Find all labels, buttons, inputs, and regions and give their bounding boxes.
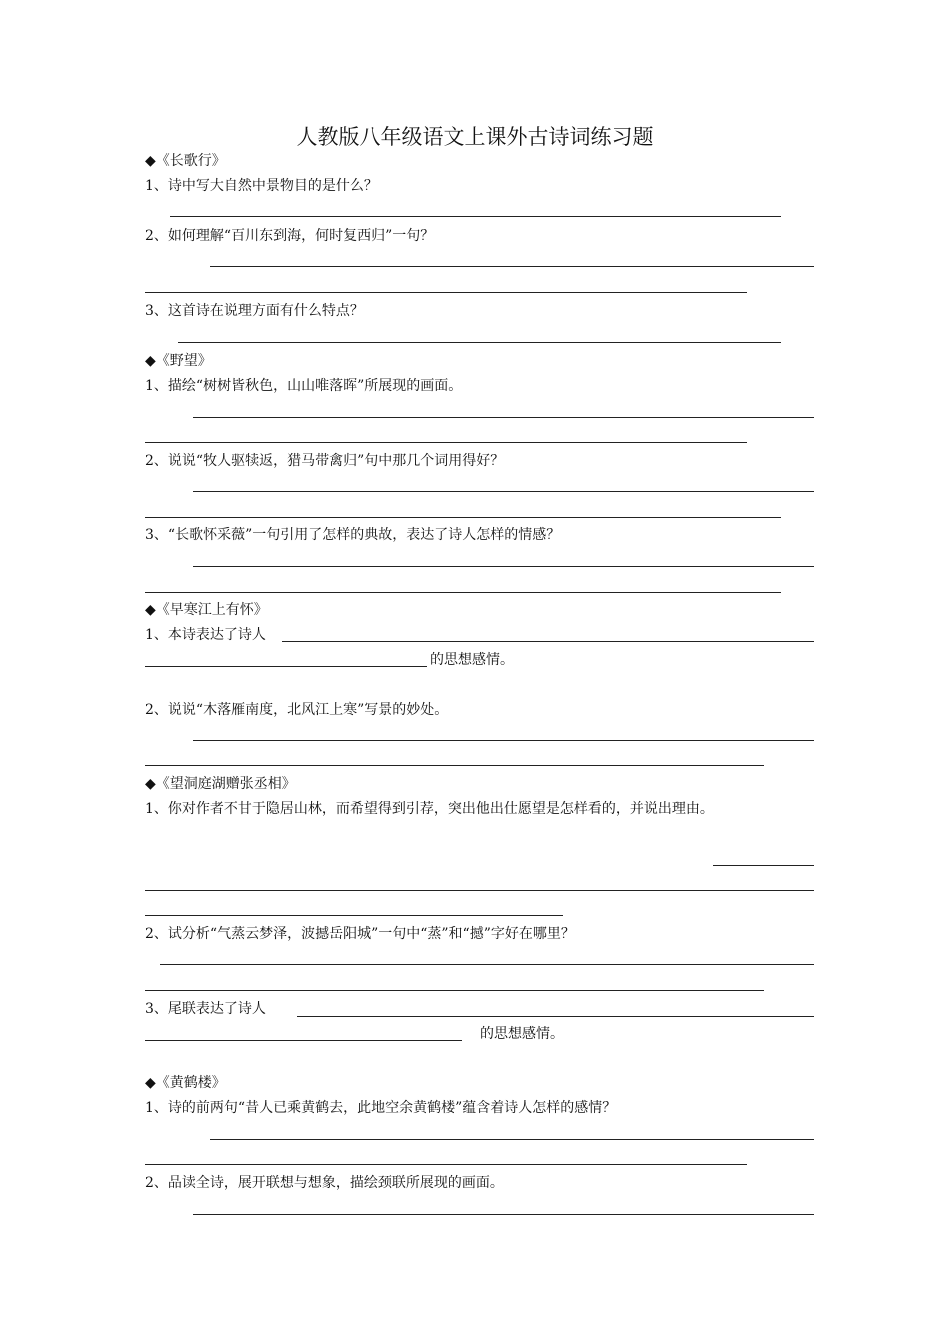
answer-line[interactable]: [193, 740, 814, 741]
answer-line[interactable]: [282, 641, 814, 642]
question-1-1: 1、诗中写大自然中景物目的是什么？: [145, 178, 378, 194]
answer-line[interactable]: [170, 216, 781, 217]
answer-line[interactable]: [145, 442, 747, 443]
answer-line[interactable]: [145, 990, 764, 991]
question-2-3: 3、“长歌怀采薇”一句引用了怎样的典故，表达了诗人怎样的情感？: [145, 527, 561, 543]
answer-line[interactable]: [145, 666, 427, 667]
answer-line[interactable]: [145, 517, 781, 518]
question-4-3-prefix: 3、尾联表达了诗人: [145, 1001, 266, 1017]
question-5-1: 1、诗的前两句“昔人已乘黄鹤去，此地空余黄鹤楼”蕴含着诗人怎样的感情？: [145, 1100, 617, 1116]
poem-heading-wangdongting: ◆《望洞庭湖赠张丞相》: [145, 776, 296, 792]
poem-heading-yewang: ◆《野望》: [145, 353, 212, 369]
question-1-2: 2、如何理解“百川东到海，何时复西归”一句？: [145, 228, 435, 244]
answer-line[interactable]: [210, 266, 814, 267]
answer-line[interactable]: [145, 1040, 462, 1041]
answer-line[interactable]: [178, 342, 781, 343]
poem-heading-huanghelou: ◆《黄鹤楼》: [145, 1075, 226, 1091]
question-1-3: 3、这首诗在说理方面有什么特点？: [145, 303, 364, 319]
poem-heading-zaohan: ◆《早寒江上有怀》: [145, 602, 268, 618]
answer-line[interactable]: [160, 964, 814, 965]
question-2-1: 1、描绘“树树皆秋色，山山唯落晖”所展现的画面。: [145, 378, 463, 394]
answer-line[interactable]: [145, 1164, 747, 1165]
answer-line[interactable]: [193, 417, 814, 418]
question-3-1-prefix: 1、本诗表达了诗人: [145, 627, 266, 643]
question-4-1: 1、你对作者不甘于隐居山林，而希望得到引荐，突出他出仕愿望是怎样看的，并说出理由。: [145, 801, 714, 817]
answer-line[interactable]: [210, 1139, 814, 1140]
answer-line[interactable]: [713, 865, 814, 866]
question-2-2: 2、说说“牧人驱犊返，猎马带禽归”句中那几个词用得好？: [145, 453, 505, 469]
answer-line[interactable]: [297, 1016, 814, 1017]
answer-line[interactable]: [145, 292, 747, 293]
answer-line[interactable]: [145, 765, 764, 766]
question-3-2: 2、说说“木落雁南度，北风江上寒”写景的妙处。: [145, 702, 449, 718]
answer-line[interactable]: [193, 566, 814, 567]
question-3-1-suffix: 的思想感情。: [430, 652, 514, 668]
question-4-2: 2、试分析“气蒸云梦泽，波撼岳阳城”一句中“蒸”和“撼”字好在哪里？: [145, 926, 575, 942]
answer-line[interactable]: [193, 491, 814, 492]
question-4-3-suffix: 的思想感情。: [480, 1026, 564, 1042]
answer-line[interactable]: [145, 592, 781, 593]
question-5-2: 2、品读全诗，展开联想与想象，描绘颈联所展现的画面。: [145, 1175, 504, 1191]
answer-line[interactable]: [145, 890, 814, 891]
answer-line[interactable]: [193, 1214, 814, 1215]
page-title: 人教版八年级语文上课外古诗词练习题: [296, 125, 654, 149]
poem-heading-changgexing: ◆《长歌行》: [145, 153, 226, 169]
answer-line[interactable]: [145, 915, 563, 916]
